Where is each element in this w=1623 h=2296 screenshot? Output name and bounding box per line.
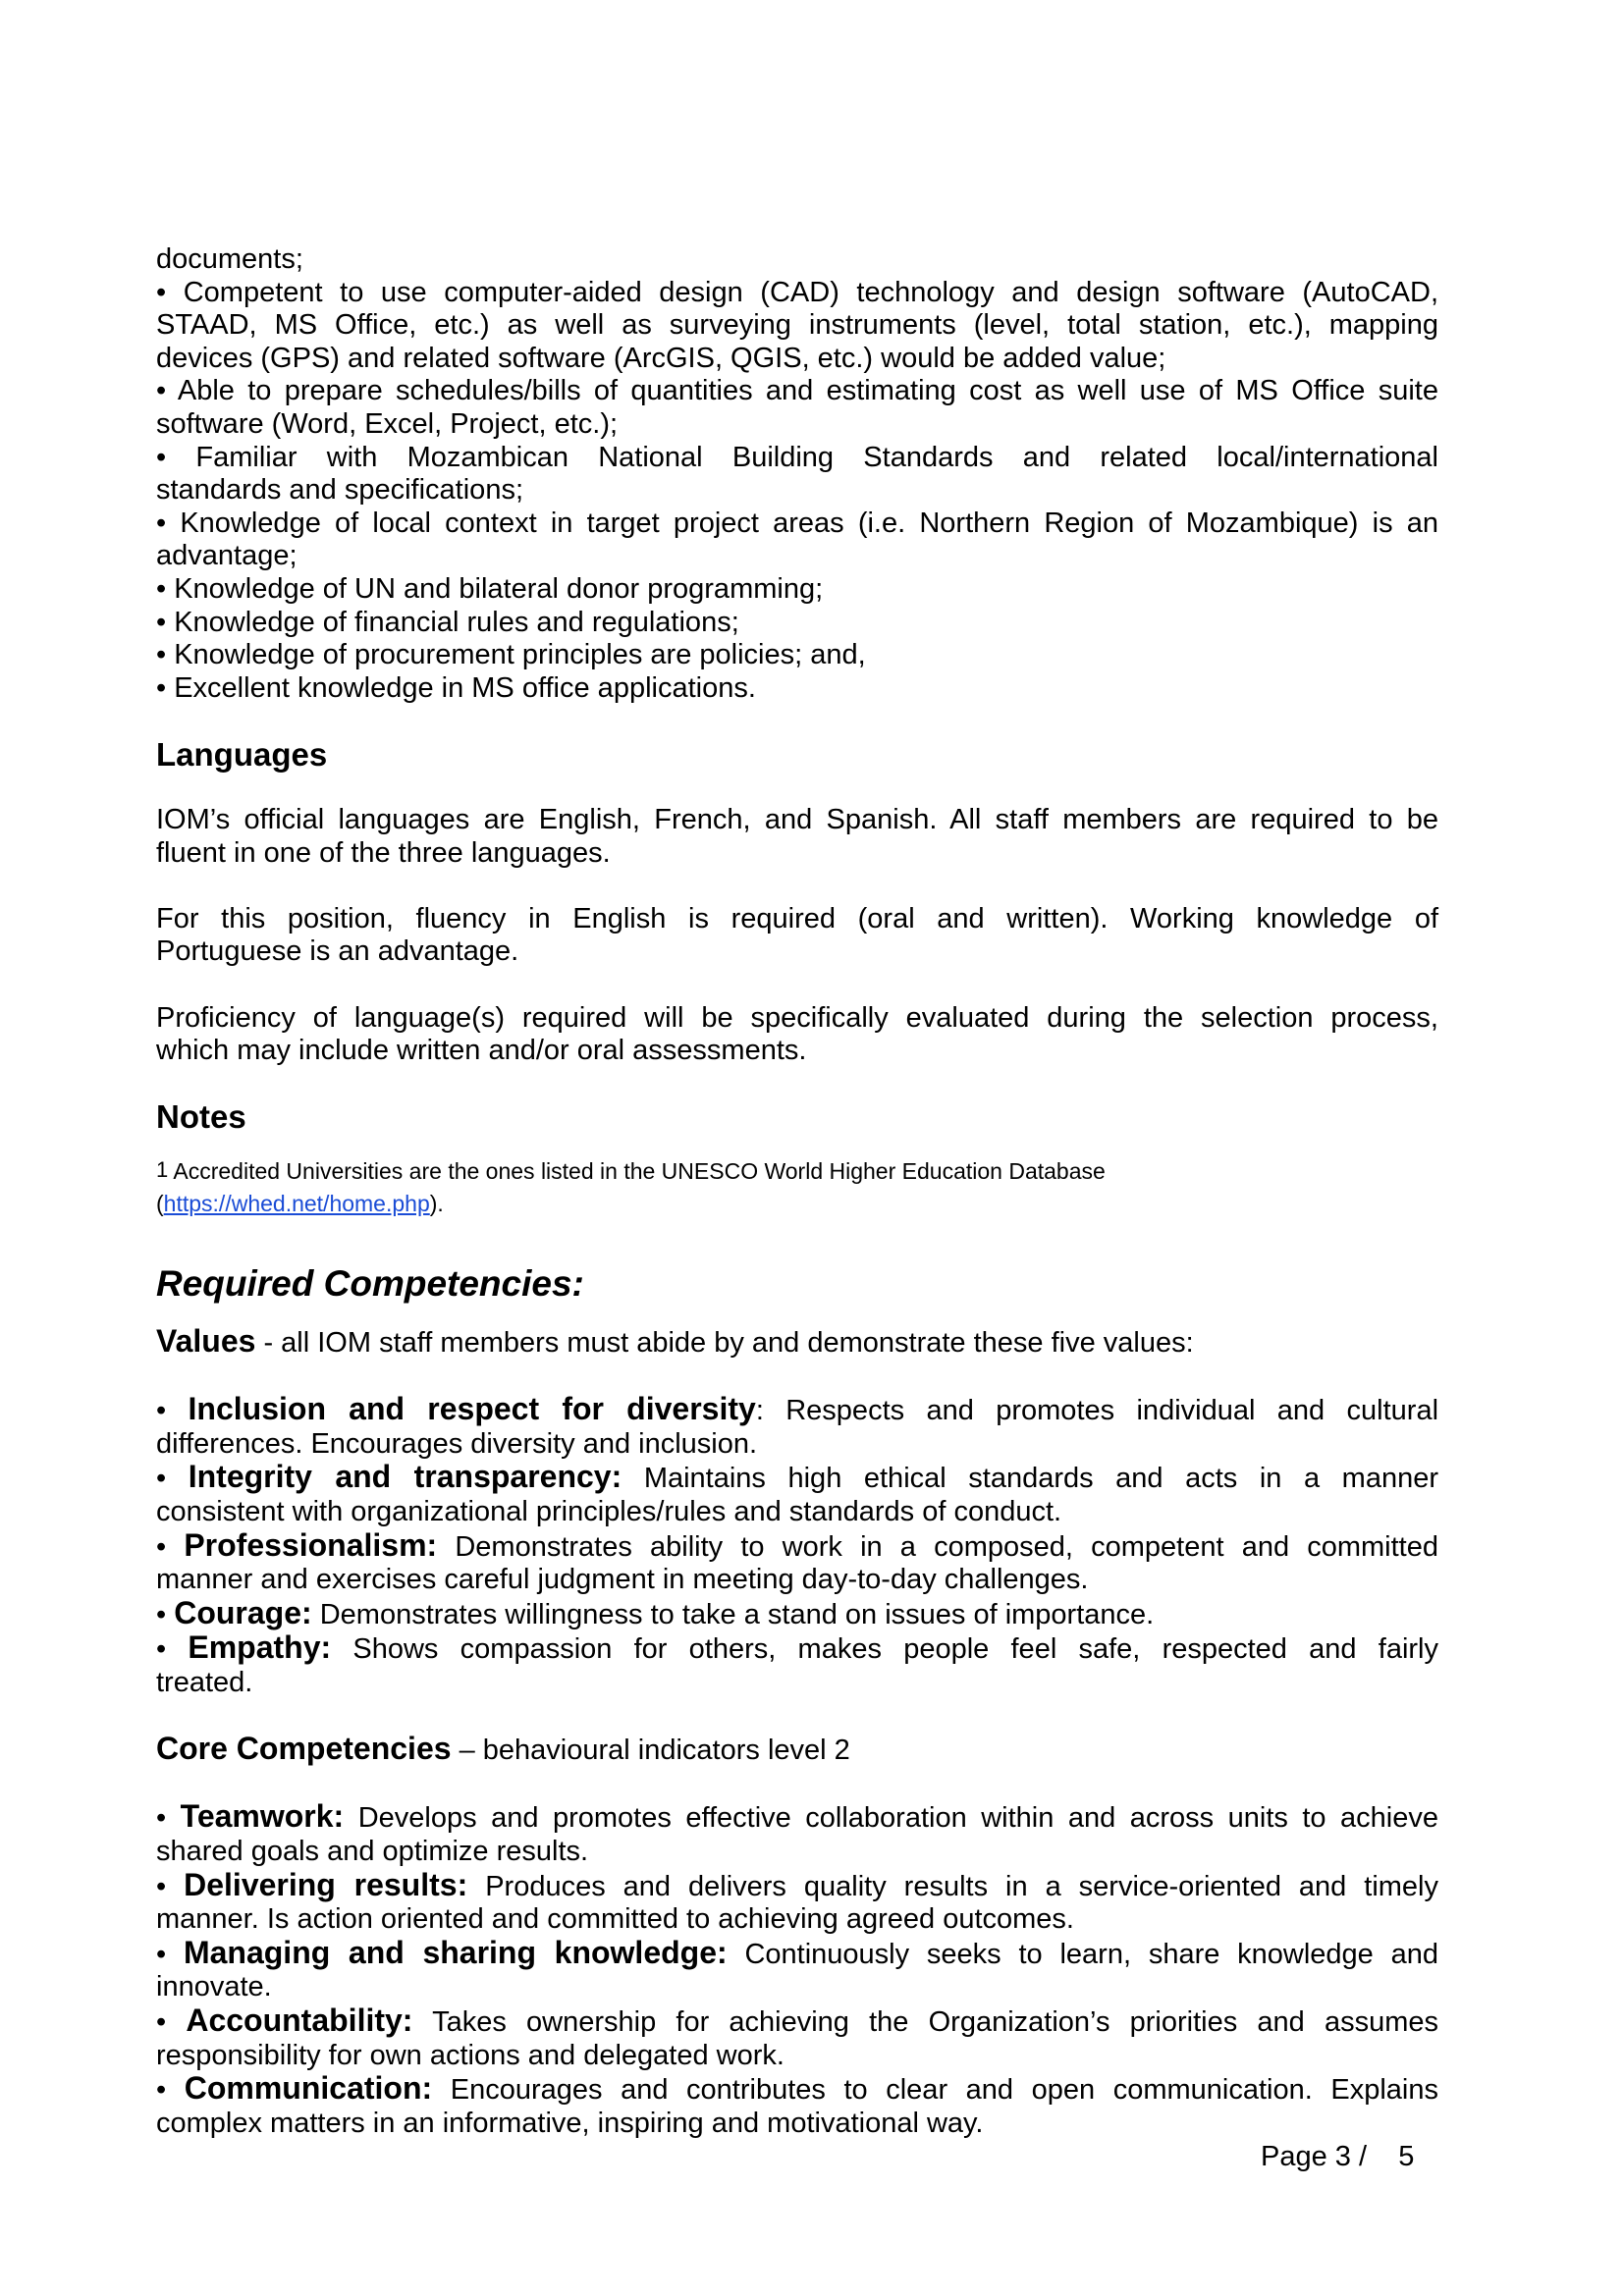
text-run: • [156,1530,185,1563]
paragraph-spacer [156,1700,1438,1734]
text-line [156,903,1438,936]
paragraph-spacer [156,1361,1438,1394]
text-line [156,573,1438,607]
text-run: innovate. [156,1971,272,2003]
text-line [156,408,1438,442]
text-run: differences. Encourages diversity and inclusion. [156,1427,758,1460]
text-run: • [156,1938,184,1970]
bold-term: Courage: [174,1594,312,1630]
paragraph-spacer [156,969,1438,1002]
text-line [156,442,1438,475]
text-line [156,277,1438,310]
text-run: Proficiency of language(s) required will be specifically evaluated during the selection process, [156,1001,1438,1034]
text-line [156,1393,1438,1428]
text-line [156,2040,1438,2073]
text-run: • Excellent knowledge in MS office applications. [156,671,756,704]
footnote-paren: ( [156,1191,164,1217]
page-body [156,243,1438,2140]
text-line [156,1428,1438,1462]
text-run: • Knowledge of financial rules and regulations; [156,606,739,638]
text-line [156,1733,1438,1768]
footnote-paren: ). [429,1191,444,1217]
text-line [156,1934,1438,1972]
text-line [156,343,1438,376]
text-run: • Knowledge of procurement principles are policies; and, [156,639,866,671]
section-heading: Notes [156,1098,246,1136]
text-run: devices (GPS) and related software (ArcGIS, QGIS, etc.) would be added value; [156,342,1166,374]
text-line [156,1461,1438,1496]
bold-term: Delivering results: [184,1866,468,1902]
paragraph-spacer [156,870,1438,903]
text-run: Encourages and contributes to clear and open communication. Explains [432,2074,1438,2107]
text-run: • [156,2005,187,2038]
text-run: Portuguese is an advantage. [156,935,519,968]
text-run: consistent with organizational principles/rules and standards of conduct. [156,1496,1062,1527]
text-run: fluent in one of the three languages. [156,836,611,869]
bold-term: Inclusion and respect for diversity [188,1391,756,1427]
text-run: • Knowledge of UN and bilateral donor programming; [156,572,824,605]
text-line [156,1971,1438,2004]
text-run: treated. [156,1666,253,1698]
text-line [156,243,1438,277]
text-line [156,2004,1438,2040]
text-line [156,672,1438,706]
text-line [156,1035,1438,1068]
text-run: Shows compassion for others, makes people feel safe, respected and fairly [331,1633,1438,1666]
text-line [156,1836,1438,1869]
text-line [156,309,1438,343]
text-run: • Able to prepare schedules/bills of quantities and estimating cost as well use of MS Office suite [156,375,1438,407]
text-run: which may include written and/or oral assessments. [156,1035,807,1067]
text-run: Demonstrates willingness to take a stand on issues of importance. [311,1598,1155,1630]
text-line [156,375,1438,408]
text-line [156,1800,1438,1836]
text-line [156,2072,1438,2108]
text-line [156,507,1438,541]
text-run: software (Word, Excel, Project, etc.); [156,407,619,440]
text-run: • [156,2074,185,2107]
whed-link[interactable]: https://whed.net/home.php [163,1191,430,1217]
text-run: manner and exercises careful judgment in meeting day-to-day challenges. [156,1564,1089,1596]
bold-term: Accountability: [186,2002,413,2038]
text-line [156,804,1438,837]
text-run: Takes ownership for achieving the Organization’s priorities and assumes [412,2005,1438,2038]
bold-term: Professionalism: [184,1526,438,1563]
text-run: For this position, fluency in English is required (oral and written). Working knowledge of [156,902,1438,934]
text-run: • Knowledge of local context in target project areas (i.e. Northern Region of Mozambique) is an [156,507,1438,539]
text-run: Develops and promotes effective collaboration within and across units to achieve [344,1802,1438,1835]
text-line [156,607,1438,640]
paragraph-spacer [156,1304,1438,1325]
bold-term: Values [156,1323,256,1360]
text-line [156,1325,1438,1361]
paragraph-spacer [156,1134,1438,1155]
text-run: - all IOM staff members must abide by and demonstrate these five values: [255,1327,1194,1360]
section-heading: Required Competencies: [156,1263,584,1305]
text-line [156,1564,1438,1597]
text-run: advantage; [156,540,298,572]
footnote-text: Accredited Universities are the ones listed in the UNESCO World Higher Education Database [173,1158,1106,1185]
section-spacer [156,1220,1438,1264]
bold-term: Integrity and transparency: [188,1459,622,1495]
text-line [156,474,1438,507]
bold-term: Core Competencies [156,1731,452,1767]
text-run: • [156,1802,181,1835]
text-run: complex matters in an informative, inspiring and motivational way. [156,2107,984,2139]
text-run: Maintains high ethical standards and acts in a manner [622,1463,1438,1495]
text-line [156,1866,1438,1904]
page-number: Page 3 / 5 [1261,2141,1415,2172]
text-line [156,540,1438,573]
bold-term: Empathy: [188,1629,332,1666]
text-run: STAAD, MS Office, etc.) as well as surveying instruments (level, total station, etc.), mapping [156,309,1438,342]
text-line [156,935,1438,969]
text-run: IOM’s official languages are English, French, and Spanish. All staff members are required to be [156,804,1438,836]
footnote [156,1155,1438,1220]
text-line [156,1667,1438,1700]
section-heading: Languages [156,735,328,773]
text-run: • [156,1463,189,1495]
text-line [156,1002,1438,1036]
text-run: documents; [156,243,303,275]
text-run: manner. Is action oriented and committed to achieving agreed outcomes. [156,1903,1074,1936]
bold-term: Teamwork: [180,1798,345,1835]
text-run: – behavioural indicators level 2 [451,1735,850,1767]
text-run: Demonstrates ability to work in a composed, competent and committed [437,1530,1438,1563]
footnote-number: 1 [156,1157,169,1183]
text-run: • [156,1598,175,1630]
paragraph-spacer [156,705,1438,738]
text-run: Produces and delivers quality results in a service-oriented and timely [467,1870,1438,1902]
text-run: Continuously seeks to learn, share knowledge and [727,1938,1438,1970]
text-line [156,1594,1438,1632]
text-run: • Familiar with Mozambican National Building Standards and related local/international [156,441,1438,473]
text-line [156,1903,1438,1937]
text-run: • [156,1870,185,1902]
text-line [156,1526,1438,1565]
text-line [156,1631,1438,1667]
text-run: standards and specifications; [156,474,523,507]
paragraph-spacer [156,772,1438,805]
text-run: : Respects and promotes individual and cultural [755,1395,1439,1427]
text-run: • [156,1633,189,1666]
text-line [156,639,1438,672]
text-run: responsibility for own actions and delegated work. [156,2039,784,2071]
text-run: • [156,1395,189,1427]
text-line [156,2108,1438,2141]
text-run: shared goals and optimize results. [156,1835,589,1867]
text-run: • Competent to use computer-aided design (CAD) technology and design software (AutoCAD, [156,276,1438,308]
text-line [156,837,1438,871]
paragraph-spacer [156,1068,1438,1101]
bold-term: Managing and sharing knowledge: [183,1934,728,1970]
text-line [156,1496,1438,1529]
paragraph-spacer [156,1768,1438,1801]
bold-term: Communication: [184,2070,433,2107]
